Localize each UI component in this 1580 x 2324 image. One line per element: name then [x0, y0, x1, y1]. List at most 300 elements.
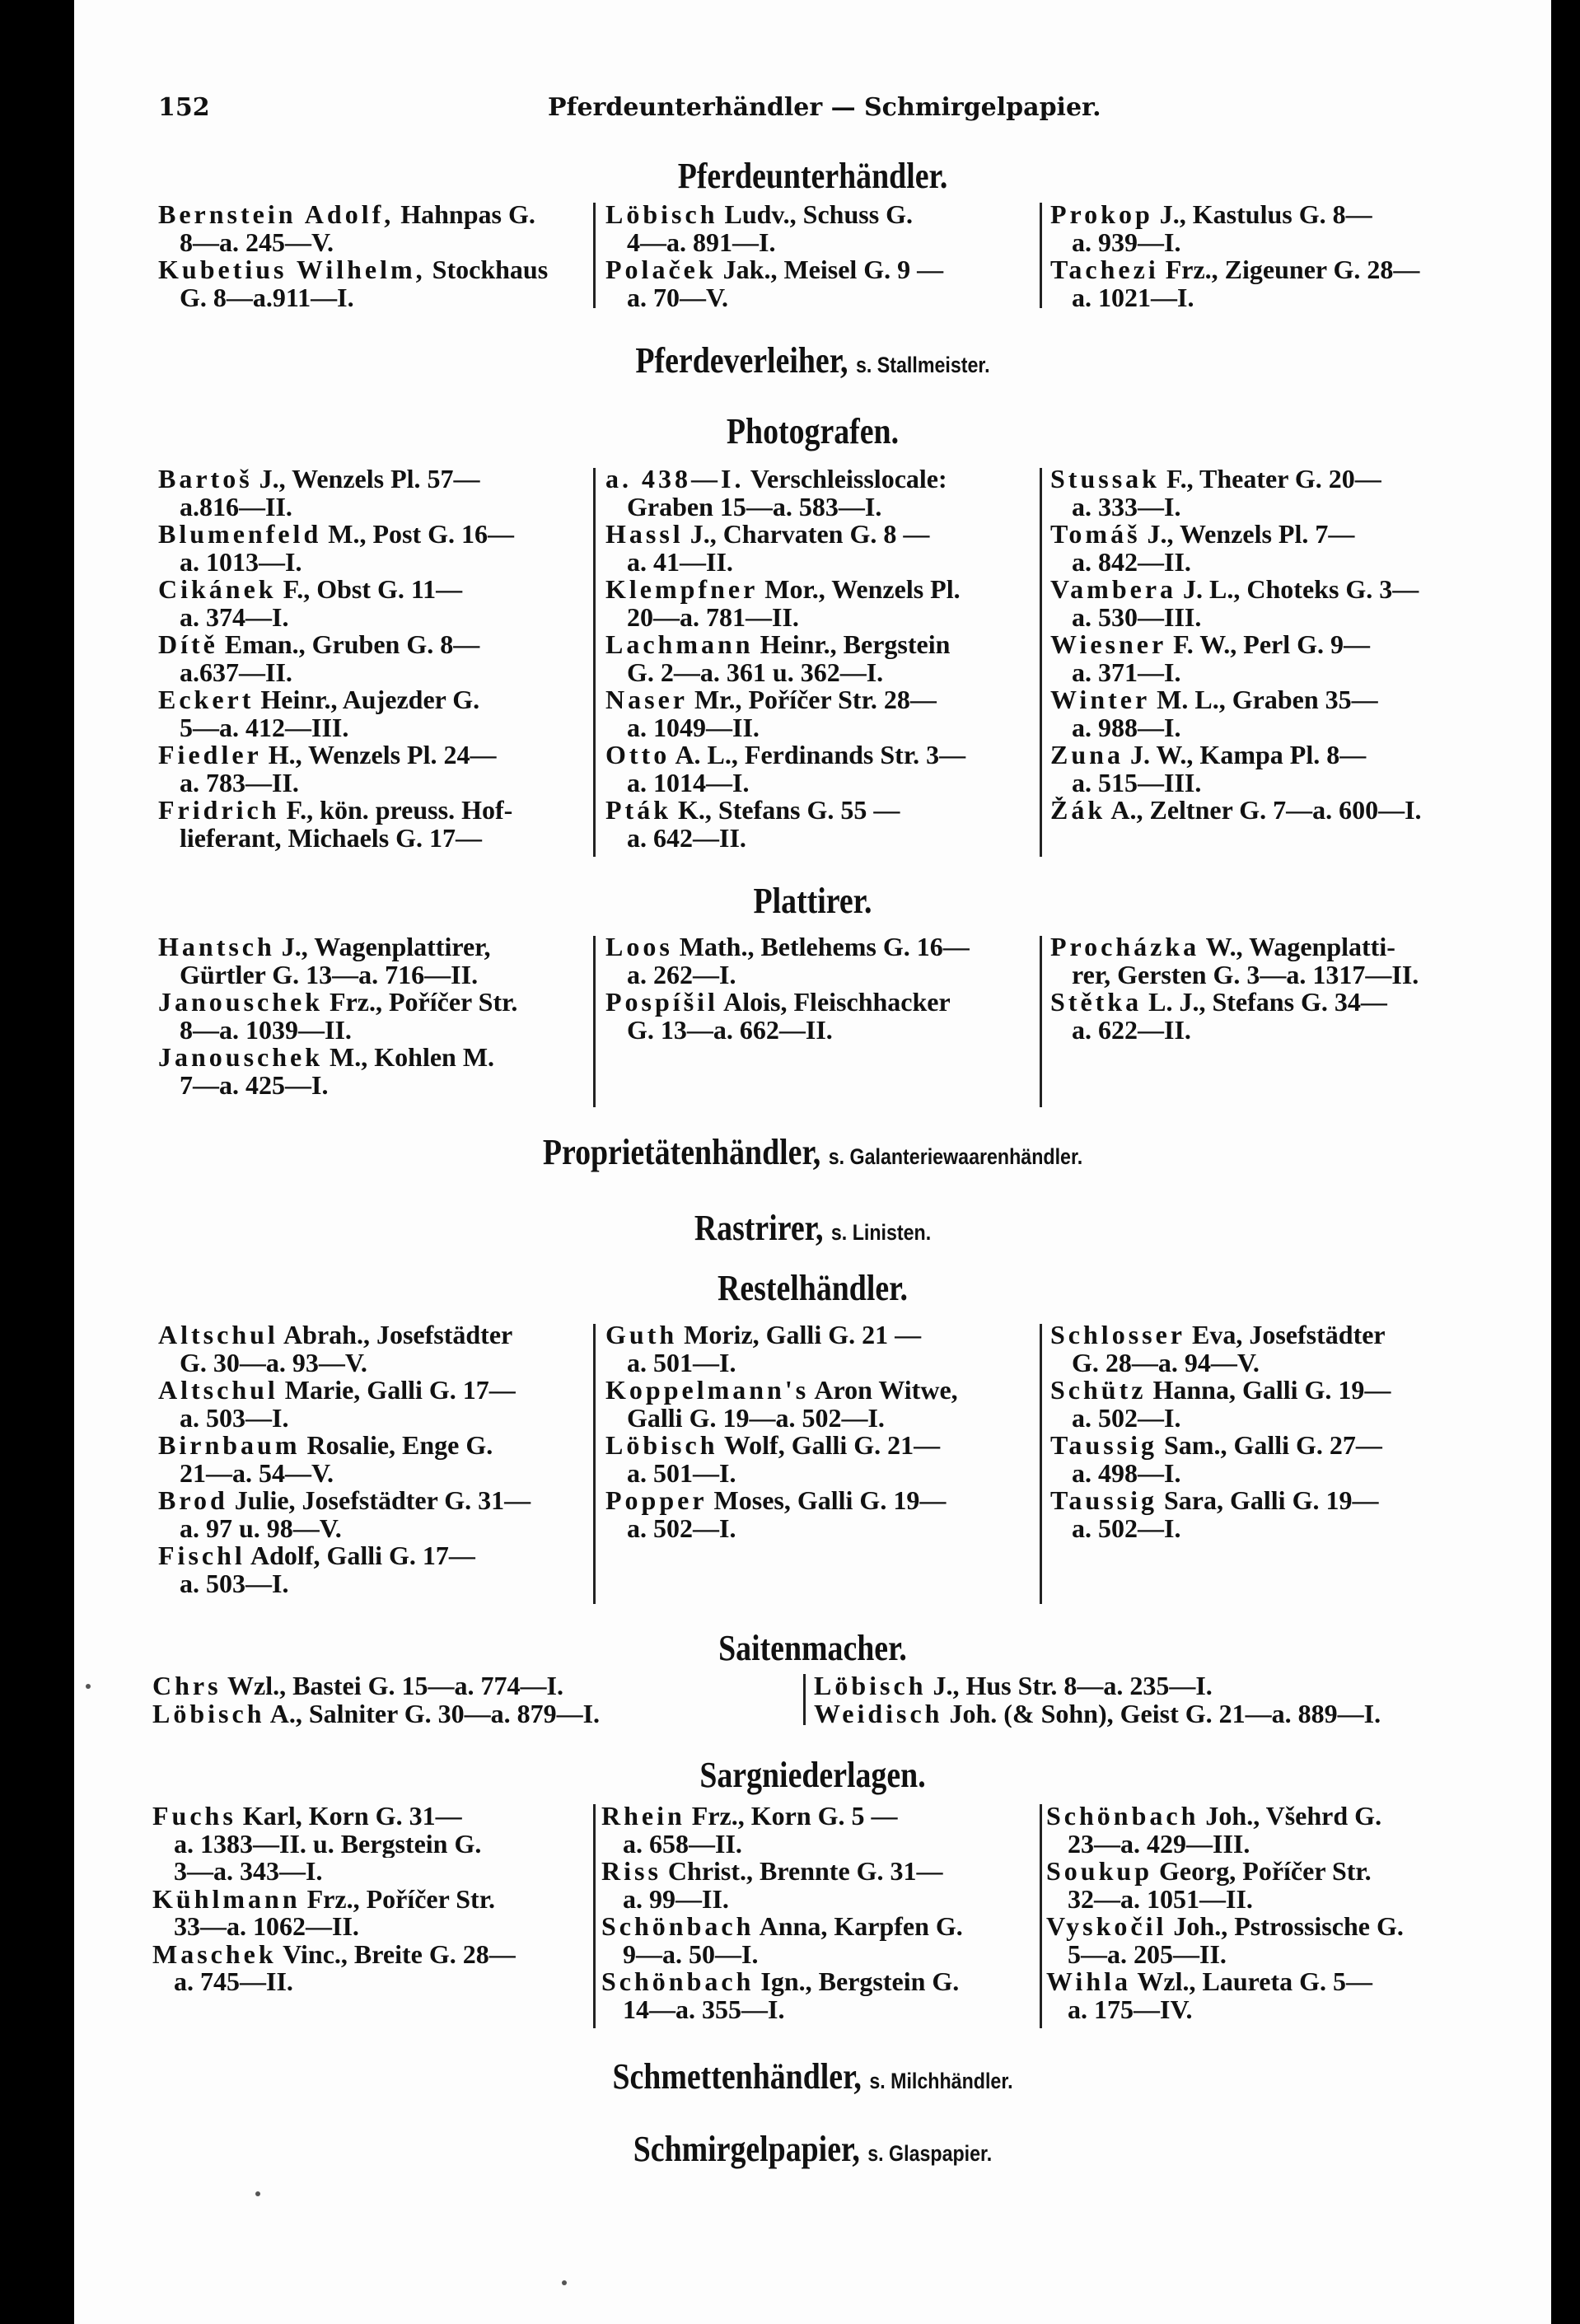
- entry-details: F., Obst G. 11—: [276, 576, 463, 604]
- entry-first-line: [1050, 256, 1492, 284]
- column-right: [1050, 1321, 1492, 1542]
- directory-entry: [1050, 256, 1492, 311]
- directory-entry: [1050, 521, 1492, 576]
- entry-first-line: [158, 521, 600, 549]
- entry-first-line: [152, 1941, 594, 1969]
- entry-first-line: [605, 1377, 1047, 1405]
- entry-name: Hassl: [605, 521, 684, 549]
- entry-continuation: 14—a. 355—I.: [623, 1995, 785, 2023]
- heading-proprietaetenhaendler: Proprietätenhändler, s. Galanteriewaarenhändler.: [542, 1132, 1083, 1172]
- column-right: [814, 1672, 1539, 1728]
- page-number: 152: [158, 93, 210, 122]
- entry-details: Joh. (& Sohn), Geist G. 21—a. 889—I.: [942, 1700, 1381, 1728]
- entry-name: Fiedler: [158, 741, 262, 769]
- entry-name: Schlosser: [1050, 1321, 1185, 1349]
- entry-continuation: a. 503—I.: [180, 1404, 289, 1432]
- entry-name: Tomáš: [1050, 521, 1141, 549]
- entry-continuation: a. 501—I.: [627, 1349, 736, 1377]
- entry-first-line: [605, 201, 1047, 229]
- entry-first-line: [1050, 1487, 1492, 1515]
- entry-continuation: 8—a. 1039—II.: [180, 1016, 352, 1044]
- entry-first-line: [1050, 465, 1492, 493]
- entry-first-line: [158, 741, 600, 769]
- entry-first-line: [152, 1886, 594, 1914]
- entry-first-line: [1050, 201, 1492, 229]
- entry-continuation: a. 1013—I.: [180, 548, 302, 576]
- entry-details: Mor., Wenzels Pl.: [758, 576, 961, 604]
- print-speck: [86, 1684, 91, 1689]
- column-divider: [803, 1674, 806, 1725]
- entry-details: Moses, Galli G. 19—: [707, 1487, 947, 1515]
- directory-entry: [158, 797, 600, 852]
- entry-first-line: [1050, 797, 1492, 825]
- directory-entry: [605, 933, 1047, 989]
- entry-continuation: G. 13—a. 662—II.: [627, 1016, 833, 1044]
- entry-continuation: a. 41—II.: [627, 548, 733, 576]
- directory-entry: [605, 521, 1047, 576]
- entry-continuation: a. 988—I.: [1072, 713, 1181, 741]
- entry-first-line: [1046, 1913, 1488, 1941]
- heading-plattirer: Plattirer.: [753, 881, 872, 921]
- entry-first-line: [152, 1803, 594, 1831]
- entry-name: Wiesner: [1050, 631, 1167, 659]
- entry-first-line: [158, 1432, 600, 1460]
- entry-first-line: [158, 1321, 600, 1349]
- entry-details: Heinr., Bergstein: [753, 631, 951, 659]
- entry-name: Winter: [1050, 686, 1151, 714]
- entry-name: Fridrich: [158, 797, 280, 825]
- entry-details: M. L., Graben 35—: [1150, 686, 1378, 714]
- entry-details: J., Hus Str. 8—a. 235—I.: [926, 1672, 1213, 1700]
- entry-details: Christ., Brennte G. 31—: [661, 1858, 943, 1886]
- directory-entry: [601, 1858, 1043, 1913]
- entry-name: Otto: [605, 741, 671, 769]
- entry-name: Löbisch: [152, 1700, 265, 1728]
- entry-details: Joh., Všehrd G.: [1199, 1803, 1382, 1831]
- entry-name: Klempfner: [605, 576, 759, 604]
- directory-entry: [1050, 797, 1492, 825]
- heading-restelhaendler: Restelhändler.: [718, 1268, 908, 1308]
- entry-continuation: a. 1049—II.: [627, 713, 760, 741]
- entry-details: Ludv., Schuss G.: [718, 201, 914, 229]
- column-left: [158, 933, 600, 1099]
- directory-entry: [1050, 576, 1492, 631]
- entry-first-line: [605, 989, 1047, 1017]
- entry-name: Dítě: [158, 631, 218, 659]
- entry-first-line: [605, 576, 1047, 604]
- directory-entry: [605, 1377, 1047, 1432]
- directory-entry: [1046, 1803, 1488, 1858]
- entry-details: H., Wenzels Pl. 24—: [261, 741, 497, 769]
- directory-entry: [605, 741, 1047, 797]
- entry-first-line: [1050, 933, 1492, 961]
- column-middle: [605, 465, 1047, 852]
- entry-first-line: [1046, 1858, 1488, 1886]
- entry-details: Jak., Meisel G. 9 —: [716, 256, 944, 284]
- entry-name: Stussak: [1050, 465, 1160, 493]
- entry-details: Wzl., Laureta G. 5—: [1131, 1968, 1373, 1996]
- entry-continuation: 20—a. 781—II.: [627, 603, 799, 631]
- entry-continuation: a.637—II.: [180, 658, 292, 686]
- entry-name: Tachezi: [1050, 256, 1159, 284]
- column-left: [152, 1672, 853, 1728]
- entry-details: A., Zeltner G. 7—a. 600—I.: [1106, 797, 1422, 825]
- entry-details: Alois, Fleischhacker: [718, 989, 951, 1017]
- entry-name: Vyskočil: [1046, 1913, 1167, 1941]
- entry-details: A., Salniter G. 30—a. 879—I.: [264, 1700, 601, 1728]
- column-right: [1050, 933, 1492, 1044]
- entry-details: Moriz, Galli G. 21 —: [677, 1321, 922, 1349]
- entry-name: Bartoš: [158, 465, 253, 493]
- heading-photografen: Photografen.: [726, 411, 900, 451]
- entry-name: Loos: [605, 933, 673, 961]
- entry-continuation: 9—a. 50—I.: [623, 1940, 759, 1968]
- entry-first-line: [605, 631, 1047, 659]
- entry-continuation: 7—a. 425—I.: [180, 1071, 329, 1099]
- entry-first-line: [605, 1432, 1047, 1460]
- entry-first-line: [1050, 576, 1492, 604]
- heading-rastrirer: Rastrirer, s. Linisten.: [694, 1208, 932, 1248]
- entry-first-line: [158, 1044, 600, 1072]
- directory-entry: [605, 686, 1047, 741]
- entry-details: Joh., Pstrossische G.: [1166, 1913, 1404, 1941]
- entry-details: J., Wagenplattirer,: [274, 933, 491, 961]
- column-right: [1050, 201, 1492, 311]
- entry-details: Adolf, Galli G. 17—: [245, 1542, 475, 1570]
- entry-continuation: a. 374—I.: [180, 603, 289, 631]
- entry-details: J., Wenzels Pl. 7—: [1140, 521, 1355, 549]
- entry-details: Frz., Zigeuner G. 28—: [1158, 256, 1420, 284]
- print-speck: [255, 2191, 260, 2196]
- entry-continuation: a. 842—II.: [1072, 548, 1191, 576]
- entry-name: Stětka: [1050, 989, 1143, 1017]
- column-middle: [605, 201, 1047, 311]
- entry-name: Löbisch: [814, 1672, 927, 1700]
- directory-entry: [158, 1321, 600, 1377]
- entry-continuation: 3—a. 343—I.: [174, 1858, 323, 1886]
- entry-details: K., Stefans G. 55 —: [671, 797, 900, 825]
- entry-details: L. J., Stefans G. 34—: [1142, 989, 1387, 1017]
- directory-entry: [1050, 933, 1492, 989]
- entry-details: Rosalie, Enge G.: [300, 1432, 493, 1460]
- entry-continuation: 33—a. 1062—II.: [174, 1913, 359, 1941]
- entry-first-line: [605, 741, 1047, 769]
- entry-name: Löbisch: [605, 201, 718, 229]
- entry-first-line: [158, 631, 600, 659]
- entry-details: Vinc., Breite G. 28—: [276, 1940, 516, 1968]
- entry-name: Riss: [601, 1858, 661, 1886]
- entry-continuation: a. 70—V.: [627, 283, 728, 311]
- entry-continuation: a. 515—III.: [1072, 769, 1202, 797]
- entry-name: Blumenfeld: [158, 521, 322, 549]
- entry-details: Hahnpas G.: [394, 201, 535, 229]
- entry-continuation: a. 783—II.: [180, 769, 299, 797]
- entry-name: Wihla: [1046, 1968, 1131, 1996]
- entry-name: Cikánek: [158, 576, 277, 604]
- column-left: [158, 201, 600, 311]
- entry-name: Altschul: [158, 1321, 278, 1349]
- entry-name: Pospíšil: [605, 989, 718, 1017]
- directory-entry: [152, 1941, 594, 1996]
- directory-entry: [1050, 989, 1492, 1044]
- entry-first-line: [158, 1542, 600, 1570]
- entry-name: Schönbach: [601, 1968, 755, 1996]
- entry-name: Eckert: [158, 686, 255, 714]
- entry-name: Taussig: [1050, 1432, 1157, 1460]
- entry-details: Hanna, Galli G. 19—: [1146, 1377, 1391, 1405]
- directory-entry: [601, 1803, 1043, 1858]
- column-left: [158, 465, 600, 852]
- entry-name: Lachmann: [605, 631, 754, 659]
- entry-details: Sam., Galli G. 27—: [1157, 1432, 1382, 1460]
- entry-first-line: [605, 686, 1047, 714]
- entry-details: Mr., Poříčer Str. 28—: [687, 686, 937, 714]
- directory-entry: [158, 631, 600, 686]
- entry-continuation: a.816—II.: [180, 493, 292, 521]
- entry-details: Abrah., Josefstädter: [278, 1321, 513, 1349]
- entry-first-line: [1050, 521, 1492, 549]
- entry-name: Bernstein Adolf,: [158, 201, 395, 229]
- entry-details: Wzl., Bastei G. 15—a. 774—I.: [221, 1672, 563, 1700]
- entry-name: Löbisch: [605, 1432, 718, 1460]
- directory-entry: [1046, 1968, 1488, 2023]
- entry-continuation: a. 1014—I.: [627, 769, 750, 797]
- directory-entry: [158, 686, 600, 741]
- entry-first-line: [814, 1700, 1539, 1728]
- entry-continuation: 5—a. 412—III.: [180, 713, 349, 741]
- directory-entry: [158, 256, 600, 311]
- directory-entry: [158, 521, 600, 576]
- entry-continuation: a. 642—II.: [627, 824, 746, 852]
- heading-saitenmacher: Saitenmacher.: [718, 1628, 907, 1668]
- directory-entry: [1050, 1432, 1492, 1487]
- entry-name: Pták: [605, 797, 671, 825]
- entry-details: Verschleisslocale:: [744, 465, 947, 493]
- entry-first-line: [158, 256, 600, 284]
- entry-first-line: [1050, 1377, 1492, 1405]
- entry-continuation: a. 262—I.: [627, 961, 736, 989]
- directory-entry: [1050, 1487, 1492, 1542]
- directory-entry: [158, 989, 600, 1044]
- entry-continuation: 4—a. 891—I.: [627, 228, 776, 256]
- entry-continuation: a. 745—II.: [174, 1968, 293, 1996]
- directory-entry: [601, 1968, 1043, 2023]
- entry-details: J. L., Choteks G. 3—: [1176, 576, 1419, 604]
- directory-entry: [158, 201, 600, 256]
- entry-first-line: [601, 1968, 1043, 1996]
- entry-details: Julie, Josefstädter G. 31—: [227, 1487, 531, 1515]
- entry-continuation: Gürtler G. 13—a. 716—II.: [180, 961, 479, 989]
- entry-first-line: [1050, 741, 1492, 769]
- column-left: [152, 1803, 594, 1996]
- entry-name: Janouschek: [158, 989, 324, 1017]
- entry-name: Fuchs: [152, 1803, 236, 1831]
- directory-entry: [158, 1542, 600, 1597]
- directory-entry: [605, 1487, 1047, 1542]
- entry-details: Ign., Bergstein G.: [754, 1968, 960, 1996]
- entry-first-line: [158, 465, 600, 493]
- column-middle: [605, 1321, 1047, 1542]
- column-divider: [593, 1804, 596, 2028]
- entry-details: Eman., Gruben G. 8—: [217, 631, 480, 659]
- entry-details: J. W., Kampa Pl. 8—: [1123, 741, 1367, 769]
- directory-entry: [158, 1487, 600, 1542]
- entry-details: M., Kohlen M.: [323, 1044, 495, 1072]
- entry-continuation: G. 2—a. 361 u. 362—I.: [627, 658, 884, 686]
- entry-first-line: [158, 797, 600, 825]
- entry-name: Schütz: [1050, 1377, 1147, 1405]
- entry-continuation: 23—a. 429—III.: [1068, 1830, 1250, 1858]
- directory-entry: [1050, 1377, 1492, 1432]
- entry-first-line: [152, 1672, 853, 1700]
- entry-name: Weidisch: [814, 1700, 943, 1728]
- entry-name: Hantsch: [158, 933, 275, 961]
- entry-first-line: [605, 465, 1047, 493]
- column-middle: [601, 1803, 1043, 2023]
- column-divider: [593, 1324, 596, 1604]
- directory-entry: [1046, 1913, 1488, 1968]
- entry-continuation: a. 1383—II. u. Bergstein G.: [174, 1830, 482, 1858]
- entry-continuation: rer, Gersten G. 3—a. 1317—II.: [1072, 961, 1419, 989]
- entry-first-line: [1046, 1803, 1488, 1831]
- entry-continuation: lieferant, Michaels G. 17—: [180, 824, 483, 852]
- entry-details: Sara, Galli G. 19—: [1157, 1487, 1379, 1515]
- entry-name: Kubetius Wilhelm,: [158, 256, 426, 284]
- column-divider: [1040, 1804, 1042, 2028]
- directory-entry: [152, 1672, 853, 1700]
- entry-name: Altschul: [158, 1377, 278, 1405]
- directory-entry: [605, 576, 1047, 631]
- entry-first-line: [158, 576, 600, 604]
- entry-details: F., Theater G. 20—: [1159, 465, 1381, 493]
- column-right: [1046, 1803, 1488, 2023]
- column-divider: [593, 203, 596, 308]
- entry-details: Heinr., Aujezder G.: [254, 686, 480, 714]
- entry-first-line: [1050, 1321, 1492, 1349]
- entry-details: J., Kastulus G. 8—: [1152, 201, 1372, 229]
- directory-entry: [814, 1672, 1539, 1700]
- entry-continuation: G. 8—a.911—I.: [180, 283, 354, 311]
- entry-details: A. L., Ferdinands Str. 3—: [670, 741, 966, 769]
- entry-name: Prokop: [1050, 201, 1153, 229]
- entry-continuation: 8—a. 245—V.: [180, 228, 334, 256]
- entry-continuation: a. 503—I.: [180, 1569, 289, 1597]
- entry-name: Polaček: [605, 256, 717, 284]
- directory-entry: [605, 797, 1047, 852]
- entry-first-line: [601, 1858, 1043, 1886]
- entry-first-line: [605, 521, 1047, 549]
- directory-entry: [158, 933, 600, 989]
- directory-entry: [158, 1044, 600, 1099]
- entry-continuation: a. 501—I.: [627, 1459, 736, 1487]
- entry-continuation: a. 502—I.: [1072, 1514, 1181, 1542]
- directory-entry: [158, 1377, 600, 1432]
- entry-continuation: Galli G. 19—a. 502—I.: [627, 1404, 885, 1432]
- entry-first-line: [158, 1377, 600, 1405]
- directory-entry: [1050, 1321, 1492, 1377]
- heading-schmettenhaendler: Schmettenhändler, s. Milchhändler.: [612, 2056, 1013, 2097]
- entry-continuation: a. 99—II.: [623, 1885, 729, 1913]
- entry-name: Procházka: [1050, 933, 1200, 961]
- print-speck: [562, 2280, 567, 2285]
- heading-pferdeverleiher: Pferdeverleiher, s. Stallmeister.: [635, 340, 990, 381]
- entry-first-line: [1050, 1432, 1492, 1460]
- entry-continuation: a. 658—II.: [623, 1830, 742, 1858]
- heading-schmirgelpapier: Schmirgelpapier, s. Glaspapier.: [633, 2129, 993, 2169]
- entry-details: Stockhaus: [425, 256, 549, 284]
- directory-entry: [605, 989, 1047, 1044]
- entry-first-line: [158, 933, 600, 961]
- entry-continuation: 32—a. 1051—II.: [1068, 1885, 1253, 1913]
- entry-details: Frz., Korn G. 5 —: [685, 1803, 898, 1831]
- column-divider: [1040, 468, 1042, 857]
- entry-continuation: a. 502—I.: [627, 1514, 736, 1542]
- entry-first-line: [1050, 631, 1492, 659]
- directory-entry: [152, 1700, 853, 1728]
- entry-name: Fischl: [158, 1542, 245, 1570]
- entry-name: Schönbach: [601, 1913, 755, 1941]
- column-divider: [1040, 1324, 1042, 1604]
- directory-entry: [1050, 201, 1492, 256]
- entry-name: Kühlmann: [152, 1885, 301, 1913]
- entry-first-line: [158, 1487, 600, 1515]
- directory-entry: [605, 1432, 1047, 1487]
- entry-details: F. W., Perl G. 9—: [1166, 631, 1370, 659]
- directory-entry: [1050, 631, 1492, 686]
- column-divider: [1040, 203, 1042, 308]
- entry-details: Georg, Poříčer Str.: [1152, 1858, 1372, 1886]
- directory-entry: [605, 201, 1047, 256]
- column-right: [1050, 465, 1492, 825]
- directory-entry: [605, 465, 1047, 521]
- entry-details: Frz., Poříčer Str.: [300, 1885, 495, 1913]
- directory-entry: [158, 576, 600, 631]
- entry-details: M., Post G. 16—: [321, 521, 514, 549]
- entry-name: Guth: [605, 1321, 678, 1349]
- entry-first-line: [601, 1803, 1043, 1831]
- directory-entry: [814, 1700, 1539, 1728]
- entry-name: Janouschek: [158, 1044, 324, 1072]
- directory-entry: [605, 631, 1047, 686]
- entry-name: Naser: [605, 686, 688, 714]
- directory-page: [74, 0, 1551, 2324]
- entry-first-line: [1050, 989, 1492, 1017]
- directory-entry: [158, 741, 600, 797]
- entry-continuation: a. 622—II.: [1072, 1016, 1191, 1044]
- entry-name: Rhein: [601, 1803, 685, 1831]
- entry-details: Karl, Korn G. 31—: [236, 1803, 462, 1831]
- entry-name: Chrs: [152, 1672, 222, 1700]
- entry-name: Zuna: [1050, 741, 1124, 769]
- entry-first-line: [158, 201, 600, 229]
- entry-name: a. 438—I.: [605, 465, 745, 493]
- entry-name: Žák: [1050, 797, 1106, 825]
- entry-continuation: a. 175—IV.: [1068, 1995, 1193, 2023]
- entry-details: Marie, Galli G. 17—: [278, 1377, 516, 1405]
- entry-continuation: G. 28—a. 94—V.: [1072, 1349, 1260, 1377]
- entry-continuation: a. 1021—I.: [1072, 283, 1194, 311]
- entry-name: Koppelmann's: [605, 1377, 810, 1405]
- entry-details: F., kön. preuss. Hof-: [279, 797, 513, 825]
- column-middle: [605, 933, 1047, 1044]
- entry-details: Math., Betlehems G. 16—: [672, 933, 970, 961]
- directory-entry: [1046, 1858, 1488, 1913]
- entry-details: Anna, Karpfen G.: [754, 1913, 963, 1941]
- entry-details: Wolf, Galli G. 21—: [718, 1432, 941, 1460]
- entry-name: Schönbach: [1046, 1803, 1199, 1831]
- entry-first-line: [605, 797, 1047, 825]
- entry-name: Taussig: [1050, 1487, 1157, 1515]
